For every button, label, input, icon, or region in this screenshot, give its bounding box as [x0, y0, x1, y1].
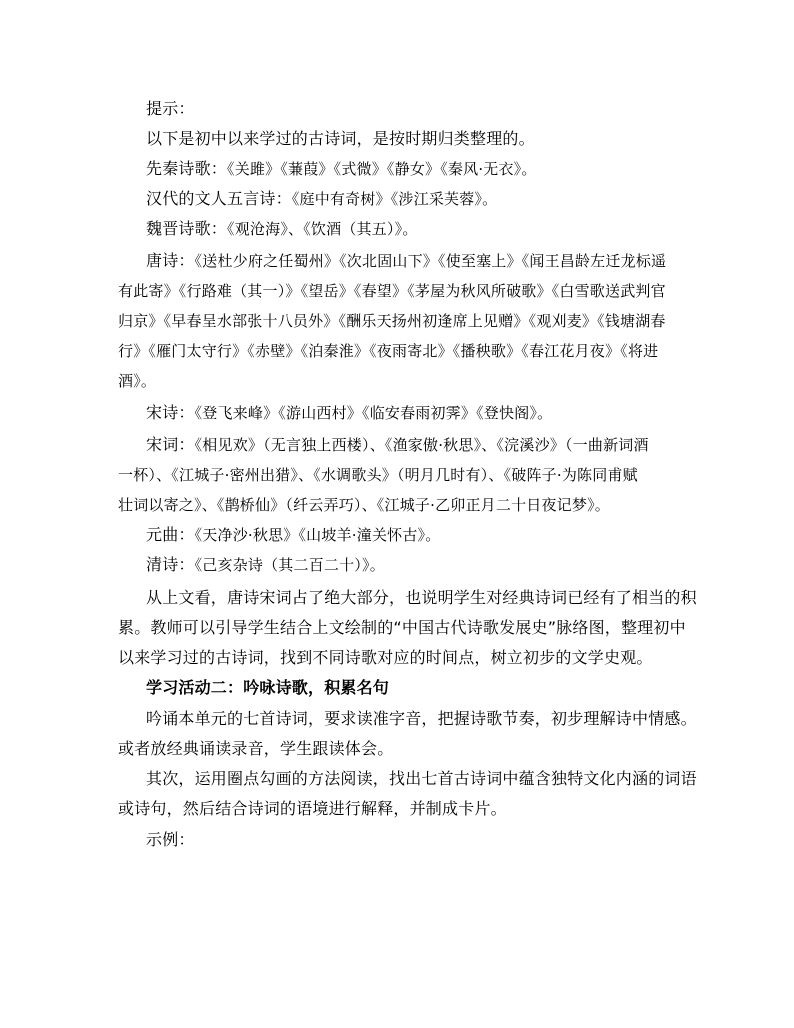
song-ci-poems-1: 《相见欢》（无言独上西楼）、《渔家傲·秋思》、《浣溪沙》（一曲新词酒 — [194, 436, 649, 454]
song-ci-line-3: 壮词以寄之》、《鹊桥仙》（纤云弄巧）、《江城子·乙卯正月二十日夜记梦》。 — [118, 496, 610, 514]
tang-poems-1: 《送杜少府之任蜀州》《次北固山下》《使至塞上》《闻王昌龄左迁龙标遥 — [194, 252, 667, 270]
han-line — [118, 188, 706, 210]
qing-label: 清诗： — [146, 555, 195, 574]
qing-line — [118, 554, 706, 576]
song-ci-label: 宋词： — [146, 435, 195, 454]
wei-jin-label: 魏晋诗歌： — [146, 219, 228, 238]
wei-jin-line — [118, 218, 706, 240]
han-poems: 《庭中有奇树》《涉江采芙蓉》。 — [291, 190, 498, 208]
example-label: 示例： — [146, 830, 195, 849]
pre-qin-poems: 《关雎》《蒹葭》《式微》《静女》《秦风·无衣》。 — [227, 160, 537, 178]
tang-line-4: 行》《雁门太守行》《赤壁》《泊秦淮》《夜雨寄北》《播秧歌》《春江花月夜》《将进 — [118, 342, 659, 360]
pre-qin-label: 先秦诗歌： — [146, 159, 228, 178]
song-ci-line-1 — [118, 434, 706, 456]
song-ci-line-2: 一杯）、《江城子·密州出猎》、《水调歌头》（明月几时有）、《破阵子·为陈同甫赋 — [118, 466, 638, 484]
wei-jin-poems: 《观沧海》、《饮酒（其五）》。 — [227, 220, 418, 238]
tang-line-2: 有此寄》《行路难（其一）》《望岳》《春望》《茅屋为秋风所破歌》《白雪歌送武判官 — [118, 282, 666, 300]
activity-line-2: 或者放经典诵读录音，学生跟读体会。 — [118, 739, 394, 758]
tang-line-1 — [118, 250, 706, 272]
tang-line-5: 酒》。 — [118, 372, 157, 390]
song-shi-line — [118, 402, 706, 424]
yuan-line — [118, 524, 706, 546]
summary-line-3: 以来学习过的古诗词，找到不同诗歌对应的时间点，树立初步的文学史观。 — [118, 648, 653, 667]
pre-qin-line — [118, 158, 706, 180]
yuan-label: 元曲： — [146, 525, 195, 544]
yuan-poems: 《天净沙·秋思》《山坡羊·潼关怀古》。 — [194, 526, 441, 544]
summary-line-2: 累。教师可以引导学生结合上文绘制的“中国古代诗歌发展史”脉络图，整理初中 — [118, 618, 686, 637]
qing-poems: 《己亥杂诗（其二百二十）》。 — [194, 556, 385, 574]
next-line-1: 其次，运用圈点勾画的方法阅读，找出七首古诗词中蕴含独特文化内涵的词语 — [146, 769, 697, 788]
intro-paragraph: 以下是初中以来学过的古诗词，是按时期归类整理的。 — [146, 129, 535, 148]
activity-title: 学习活动二：吟咏诗歌，积累名句 — [146, 678, 390, 697]
activity-line-1: 吟诵本单元的七首诗词，要求读准字音，把握诗歌节奏，初步理解诗中情感。 — [146, 709, 697, 728]
song-shi-label: 宋诗： — [146, 403, 195, 422]
tang-label: 唐诗： — [146, 251, 195, 270]
summary-line-1: 从上文看，唐诗宋词占了绝大部分，也说明学生对经典诗词已经有了相当的积 — [146, 588, 697, 607]
tang-line-3: 归京》《早春呈水部张十八员外》《酬乐天扬州初逢席上见赠》《观刈麦》《钱塘湖春 — [118, 312, 666, 330]
han-label: 汉代的文人五言诗： — [146, 189, 292, 208]
hint-label: 提示： — [146, 99, 195, 118]
next-line-2: 或诗句，然后结合诗词的语境进行解释，并制成卡片。 — [118, 799, 507, 818]
song-shi-poems: 《登飞来峰》《游山西村》《临安春雨初霁》《登快阁》。 — [194, 404, 553, 422]
